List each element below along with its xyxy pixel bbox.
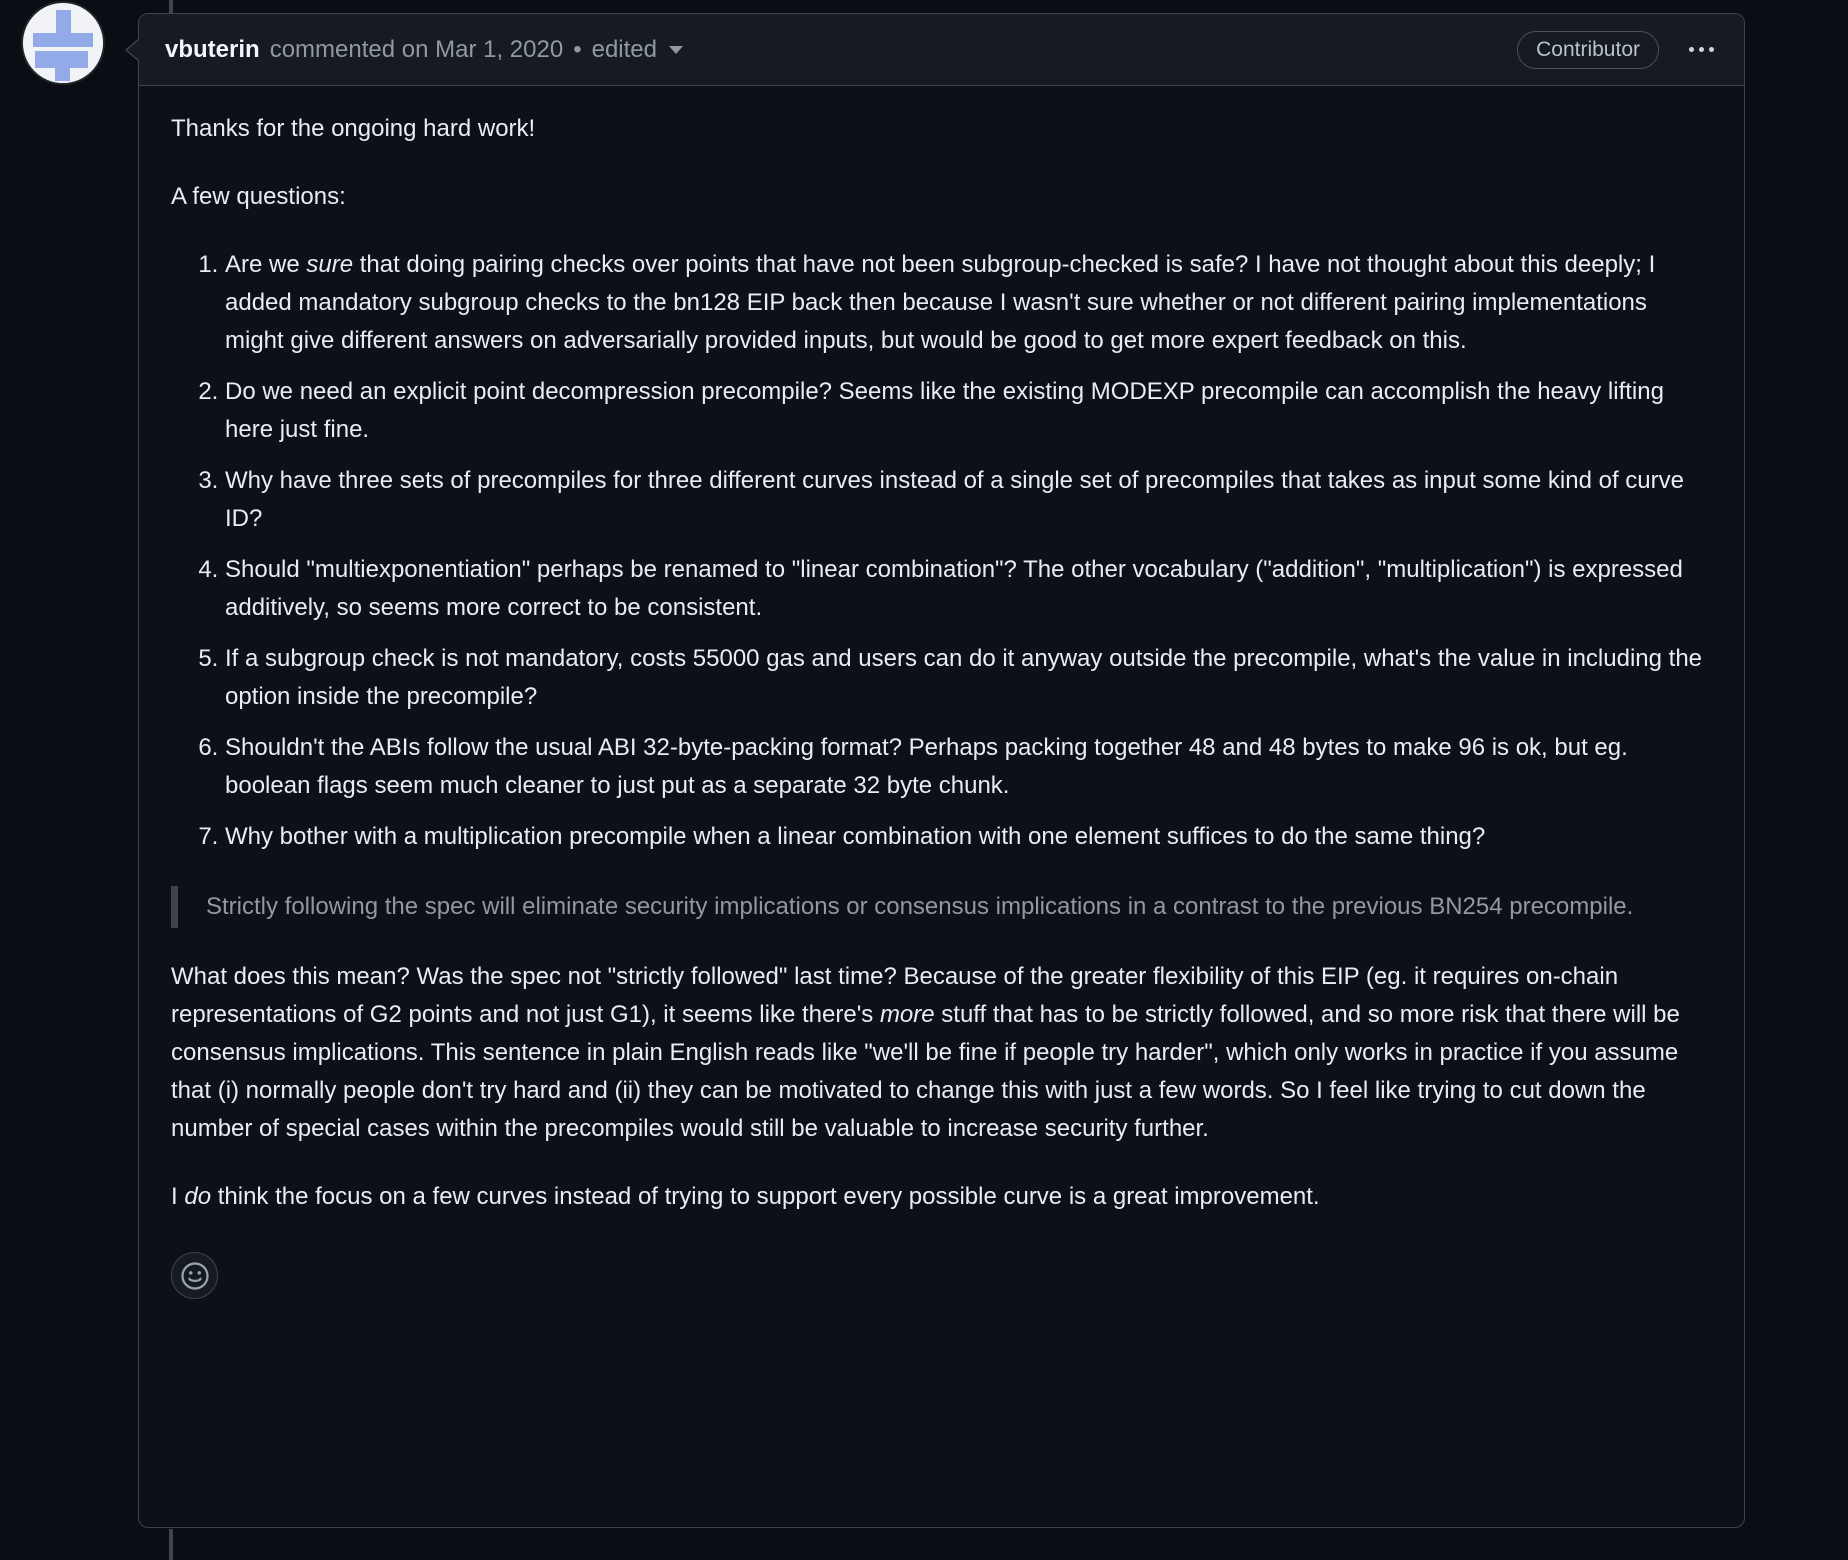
question-list-item: 1. Are we sure that doing pairing checks over points that have not been subgroup-checked is safe? I have not thought about this deeply; I added mandatory subgroup checks to the bn128 EIP back then because I wasn't sure whether or not different pairing implementations might give different answers on adversarially provided inputs, but would be good to get more expert feedback on this.: [225, 246, 1712, 360]
chevron-down-icon: [669, 46, 683, 54]
questions-heading: A few questions:: [171, 183, 346, 210]
dot-separator: •: [573, 35, 582, 63]
kebab-dot-icon: [1709, 47, 1714, 52]
question-list-item: 4. Should "multiexponentiation" perhaps be renamed to "linear combination"? The other vocabulary ("addition", "multiplication") is expressed additively, so seems more correct to be consistent.: [225, 551, 1712, 627]
question-list-item: 7. Why bother with a multiplication precompile when a linear combination with one element suffices to do the same thing?: [225, 818, 1712, 856]
timeline-connector-top: [169, 0, 173, 14]
question-list-item: 5. If a subgroup check is not mandatory, costs 55000 gas and users can do it anyway outside the precompile, what's the value in including the option inside the precompile?: [225, 640, 1712, 716]
smiley-icon: [180, 1261, 210, 1291]
author-login[interactable]: vbuterin: [165, 35, 260, 63]
comment-body: [139, 86, 1744, 1329]
kebab-dot-icon: [1689, 47, 1694, 52]
response-paragraph: What does this mean? Was the spec not "strictly followed" last time? Because of the greater flexibility of this EIP (eg. it requires on-chain representations of G2 points and not just G1), it seems like there's more stuff that has to be strictly followed, and so more risk that there will be consensus implications. This sentence in plain English reads like "we'll be fine if people try harder", which only works in practice if you assume that (i) normally people don't try hard and (ii) they can be motivated to change this with just a few words. So I feel like trying to cut down the number of special cases within the precompiles would still be valuable to increase security further.: [171, 963, 1680, 1142]
quoted-text: Strictly following the spec will eliminate security implications or consensus implications in a contrast to the previous BN254 precompile.: [171, 886, 1712, 928]
contributor-badge: Contributor: [1517, 31, 1659, 69]
kebab-menu-button[interactable]: [1685, 41, 1718, 58]
comment-timestamp[interactable]: commented on Mar 1, 2020: [269, 35, 564, 63]
closing-paragraph: I do think the focus on a few curves instead of trying to support every possible curve is a great improvement.: [171, 1183, 1320, 1210]
avatar-image: [23, 3, 103, 83]
timeline-connector-bottom: [169, 1529, 173, 1560]
comment-card: [138, 13, 1745, 1528]
questions-list: [171, 246, 1712, 856]
avatar[interactable]: [23, 3, 103, 83]
edited-dropdown[interactable]: [592, 36, 683, 64]
kebab-dot-icon: [1699, 47, 1704, 52]
header-actions: [1517, 31, 1718, 69]
comment-header: [139, 14, 1744, 86]
add-reaction-button[interactable]: [171, 1252, 218, 1299]
question-list-item: 3. Why have three sets of precompiles for three different curves instead of a single set of precompiles that takes as input some kind of curve ID?: [225, 462, 1712, 538]
question-list-item: 6. Shouldn't the ABIs follow the usual ABI 32-byte-packing format? Perhaps packing together 48 and 48 bytes to make 96 is ok, but eg. boolean flags seem much cleaner to just put as a separate 32 byte chunk.: [225, 729, 1712, 805]
edited-label: edited: [591, 35, 657, 63]
intro-paragraph: Thanks for the ongoing hard work!: [171, 115, 536, 142]
question-list-item: 2. Do we need an explicit point decompression precompile? Seems like the existing MODEXP precompile can accomplish the heavy lifting here just fine.: [225, 373, 1712, 449]
